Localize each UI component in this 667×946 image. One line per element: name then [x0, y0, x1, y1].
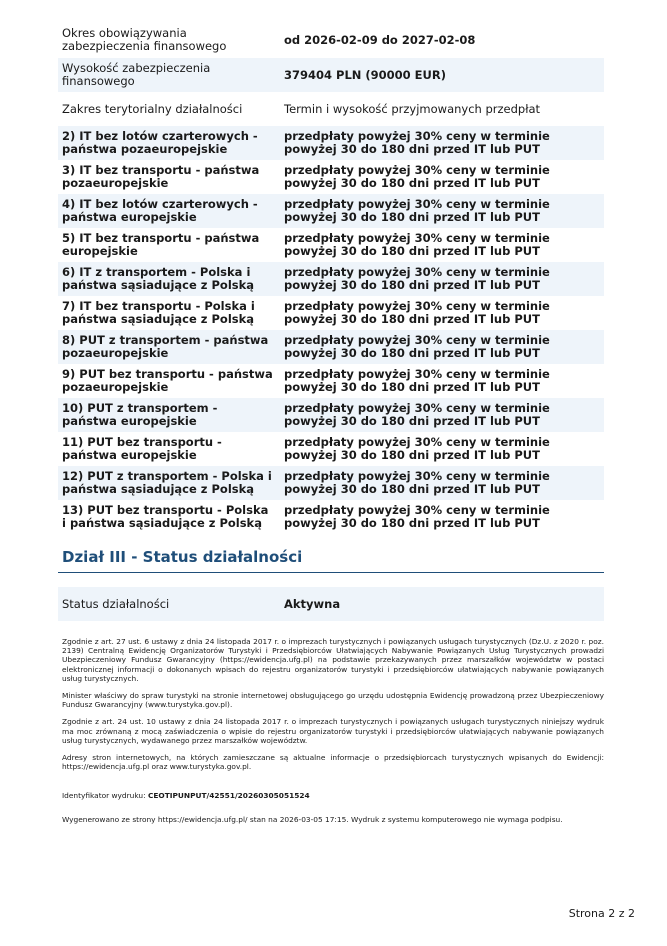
- scope-terms: przedpłaty powyżej 30% ceny w terminie powyżej 30 do 180 dni przed IT lub PUT: [284, 129, 550, 156]
- legal-note-3: Zgodnie z art. 24 ust. 10 ustawy z dnia 24 listopada 2017 r. o imprezach turystycznych i powiązanych usługach turystycznych niniejszy wydruk ma moc zrównaną z mocą zaświadczenia o wpisie do rejestru organizatorów turystyki i przedsiębiorców ułatwiających nabywanie powiązanych usług turystycznych, wydawanego przez marszałków województw.: [62, 717, 604, 745]
- legal-note-1: Zgodnie z art. 27 ust. 6 ustawy z dnia 24 listopada 2017 r. o imprezach turystycznych i powiązanych usługach turystycznych (Dz.U. z 2020 r. poz. 2139) Centralną Ewidencję Organizatorów Turystyki i Przedsiębiorców Ułatwiających Nabywanie Powiązanych Usług Turystycznych prowadzi Ubezpieczeniowy Fundusz Gwarancyjny (https://ewidencja.ufg.pl) na podstawie przekazywanych przez marszałków województw w postaci elektronicznej informacji o dokonanych wpisach do rejestru organizatorów turystyki i przedsiębiorców ułatwiających nabywanie powiązanych usług turystycznych.: [62, 637, 604, 683]
- coverage-period-row: [58, 22, 604, 58]
- scope-row: [58, 296, 604, 330]
- scope-row: [58, 330, 604, 364]
- scope-terms: przedpłaty powyżej 30% ceny w terminie powyżej 30 do 180 dni przed IT lub PUT: [284, 333, 550, 360]
- scope-terms: przedpłaty powyżej 30% ceny w terminie powyżej 30 do 180 dni przed IT lub PUT: [284, 435, 550, 462]
- scope-terms: przedpłaty powyżej 30% ceny w terminie powyżej 30 do 180 dni przed IT lub PUT: [284, 503, 550, 530]
- section-title: Dział III - Status działalności: [58, 548, 604, 573]
- scope-row: [58, 364, 604, 398]
- scope-terms: przedpłaty powyżej 30% ceny w terminie powyżej 30 do 180 dni przed IT lub PUT: [284, 163, 550, 190]
- scope-area: 5) IT bez transportu - państwa europejskie: [62, 231, 260, 258]
- scope-header-right: Termin i wysokość przyjmowanych przedpłat: [284, 101, 541, 116]
- print-identifier: [58, 791, 604, 800]
- coverage-period-label: Okres obowiązywania zabezpieczenia finansowego: [62, 26, 227, 53]
- scope-row: [58, 262, 604, 296]
- scope-area: 2) IT bez lotów czarterowych - państwa pozaeuropejskie: [62, 129, 258, 156]
- legal-note-2: Minister właściwy do spraw turystyki na stronie internetowej obsługującego go urzędu udostępnia Ewidencję prowadzoną przez Ubezpieczeniowy Fundusz Gwarancyjny (www.turystyka.gov.pl).: [62, 691, 604, 710]
- scope-row: [58, 500, 604, 534]
- status-row: [58, 587, 604, 621]
- scope-row: [58, 466, 604, 500]
- scope-row: [58, 194, 604, 228]
- scope-area: 4) IT bez lotów czarterowych - państwa europejskie: [62, 197, 258, 224]
- scope-area: 7) IT bez transportu - Polska i państwa sąsiadujące z Polską: [62, 299, 255, 326]
- page-number: Strona 2 z 2: [568, 907, 635, 920]
- scope-area: 11) PUT bez transportu - państwa europejskie: [62, 435, 222, 462]
- scope-area: 10) PUT z transportem - państwa europejskie: [62, 401, 218, 428]
- coverage-amount-row: [58, 58, 604, 92]
- scope-header-row: [58, 92, 604, 126]
- coverage-amount-label: Wysokość zabezpieczenia finansowego: [62, 61, 211, 88]
- scope-area: 9) PUT bez transportu - państwa pozaeuropejskie: [62, 367, 273, 394]
- scope-area: 3) IT bez transportu - państwa pozaeuropejskie: [62, 163, 260, 190]
- coverage-period-value: od 2026-02-09 do 2027-02-08: [284, 32, 476, 47]
- document-body: [58, 22, 604, 824]
- identifier-label: Identyfikator wydruku:: [62, 791, 146, 801]
- identifier-value: CEOTIPUNPUT/42551/20260305051524: [147, 791, 310, 801]
- scope-terms: przedpłaty powyżej 30% ceny w terminie powyżej 30 do 180 dni przed IT lub PUT: [284, 299, 550, 326]
- scope-row: [58, 432, 604, 466]
- scope-row: [58, 160, 604, 194]
- scope-terms: przedpłaty powyżej 30% ceny w terminie powyżej 30 do 180 dni przed IT lub PUT: [284, 265, 550, 292]
- scope-area: 12) PUT z transportem - Polska i państwa sąsiadujące z Polską: [62, 469, 272, 496]
- scope-terms: przedpłaty powyżej 30% ceny w terminie powyżej 30 do 180 dni przed IT lub PUT: [284, 469, 550, 496]
- scope-area: 6) IT z transportem - Polska i państwa sąsiadujące z Polską: [62, 265, 255, 292]
- generated-note: Wygenerowano ze strony https://ewidencja.ufg.pl/ stan na 2026-03-05 17:15. Wydruk z systemu komputerowego nie wymaga podpisu.: [62, 814, 563, 824]
- status-label: Status działalności: [62, 596, 170, 611]
- scope-terms: przedpłaty powyżej 30% ceny w terminie powyżej 30 do 180 dni przed IT lub PUT: [284, 197, 550, 224]
- scope-row: [58, 126, 604, 160]
- scope-header-left: Zakres terytorialny działalności: [62, 101, 243, 116]
- coverage-amount-value: 379404 PLN (90000 EUR): [284, 67, 446, 82]
- legal-note-4: Adresy stron internetowych, na których zamieszczane są aktualne informacje o przedsiębiorcach turystycznych wpisanych do Ewidencji: https://ewidencja.ufg.pl oraz www.turystyka.gov.pl.: [62, 753, 604, 772]
- scope-terms: przedpłaty powyżej 30% ceny w terminie powyżej 30 do 180 dni przed IT lub PUT: [284, 231, 550, 258]
- scope-area: 8) PUT z transportem - państwa pozaeuropejskie: [62, 333, 269, 360]
- scope-terms: przedpłaty powyżej 30% ceny w terminie powyżej 30 do 180 dni przed IT lub PUT: [284, 367, 550, 394]
- status-value: Aktywna: [284, 596, 341, 611]
- scope-table: [58, 126, 604, 534]
- scope-area: 13) PUT bez transportu - Polska i państwa sąsiadujące z Polską: [62, 503, 269, 530]
- scope-terms: przedpłaty powyżej 30% ceny w terminie powyżej 30 do 180 dni przed IT lub PUT: [284, 401, 550, 428]
- scope-row: [58, 228, 604, 262]
- scope-row: [58, 398, 604, 432]
